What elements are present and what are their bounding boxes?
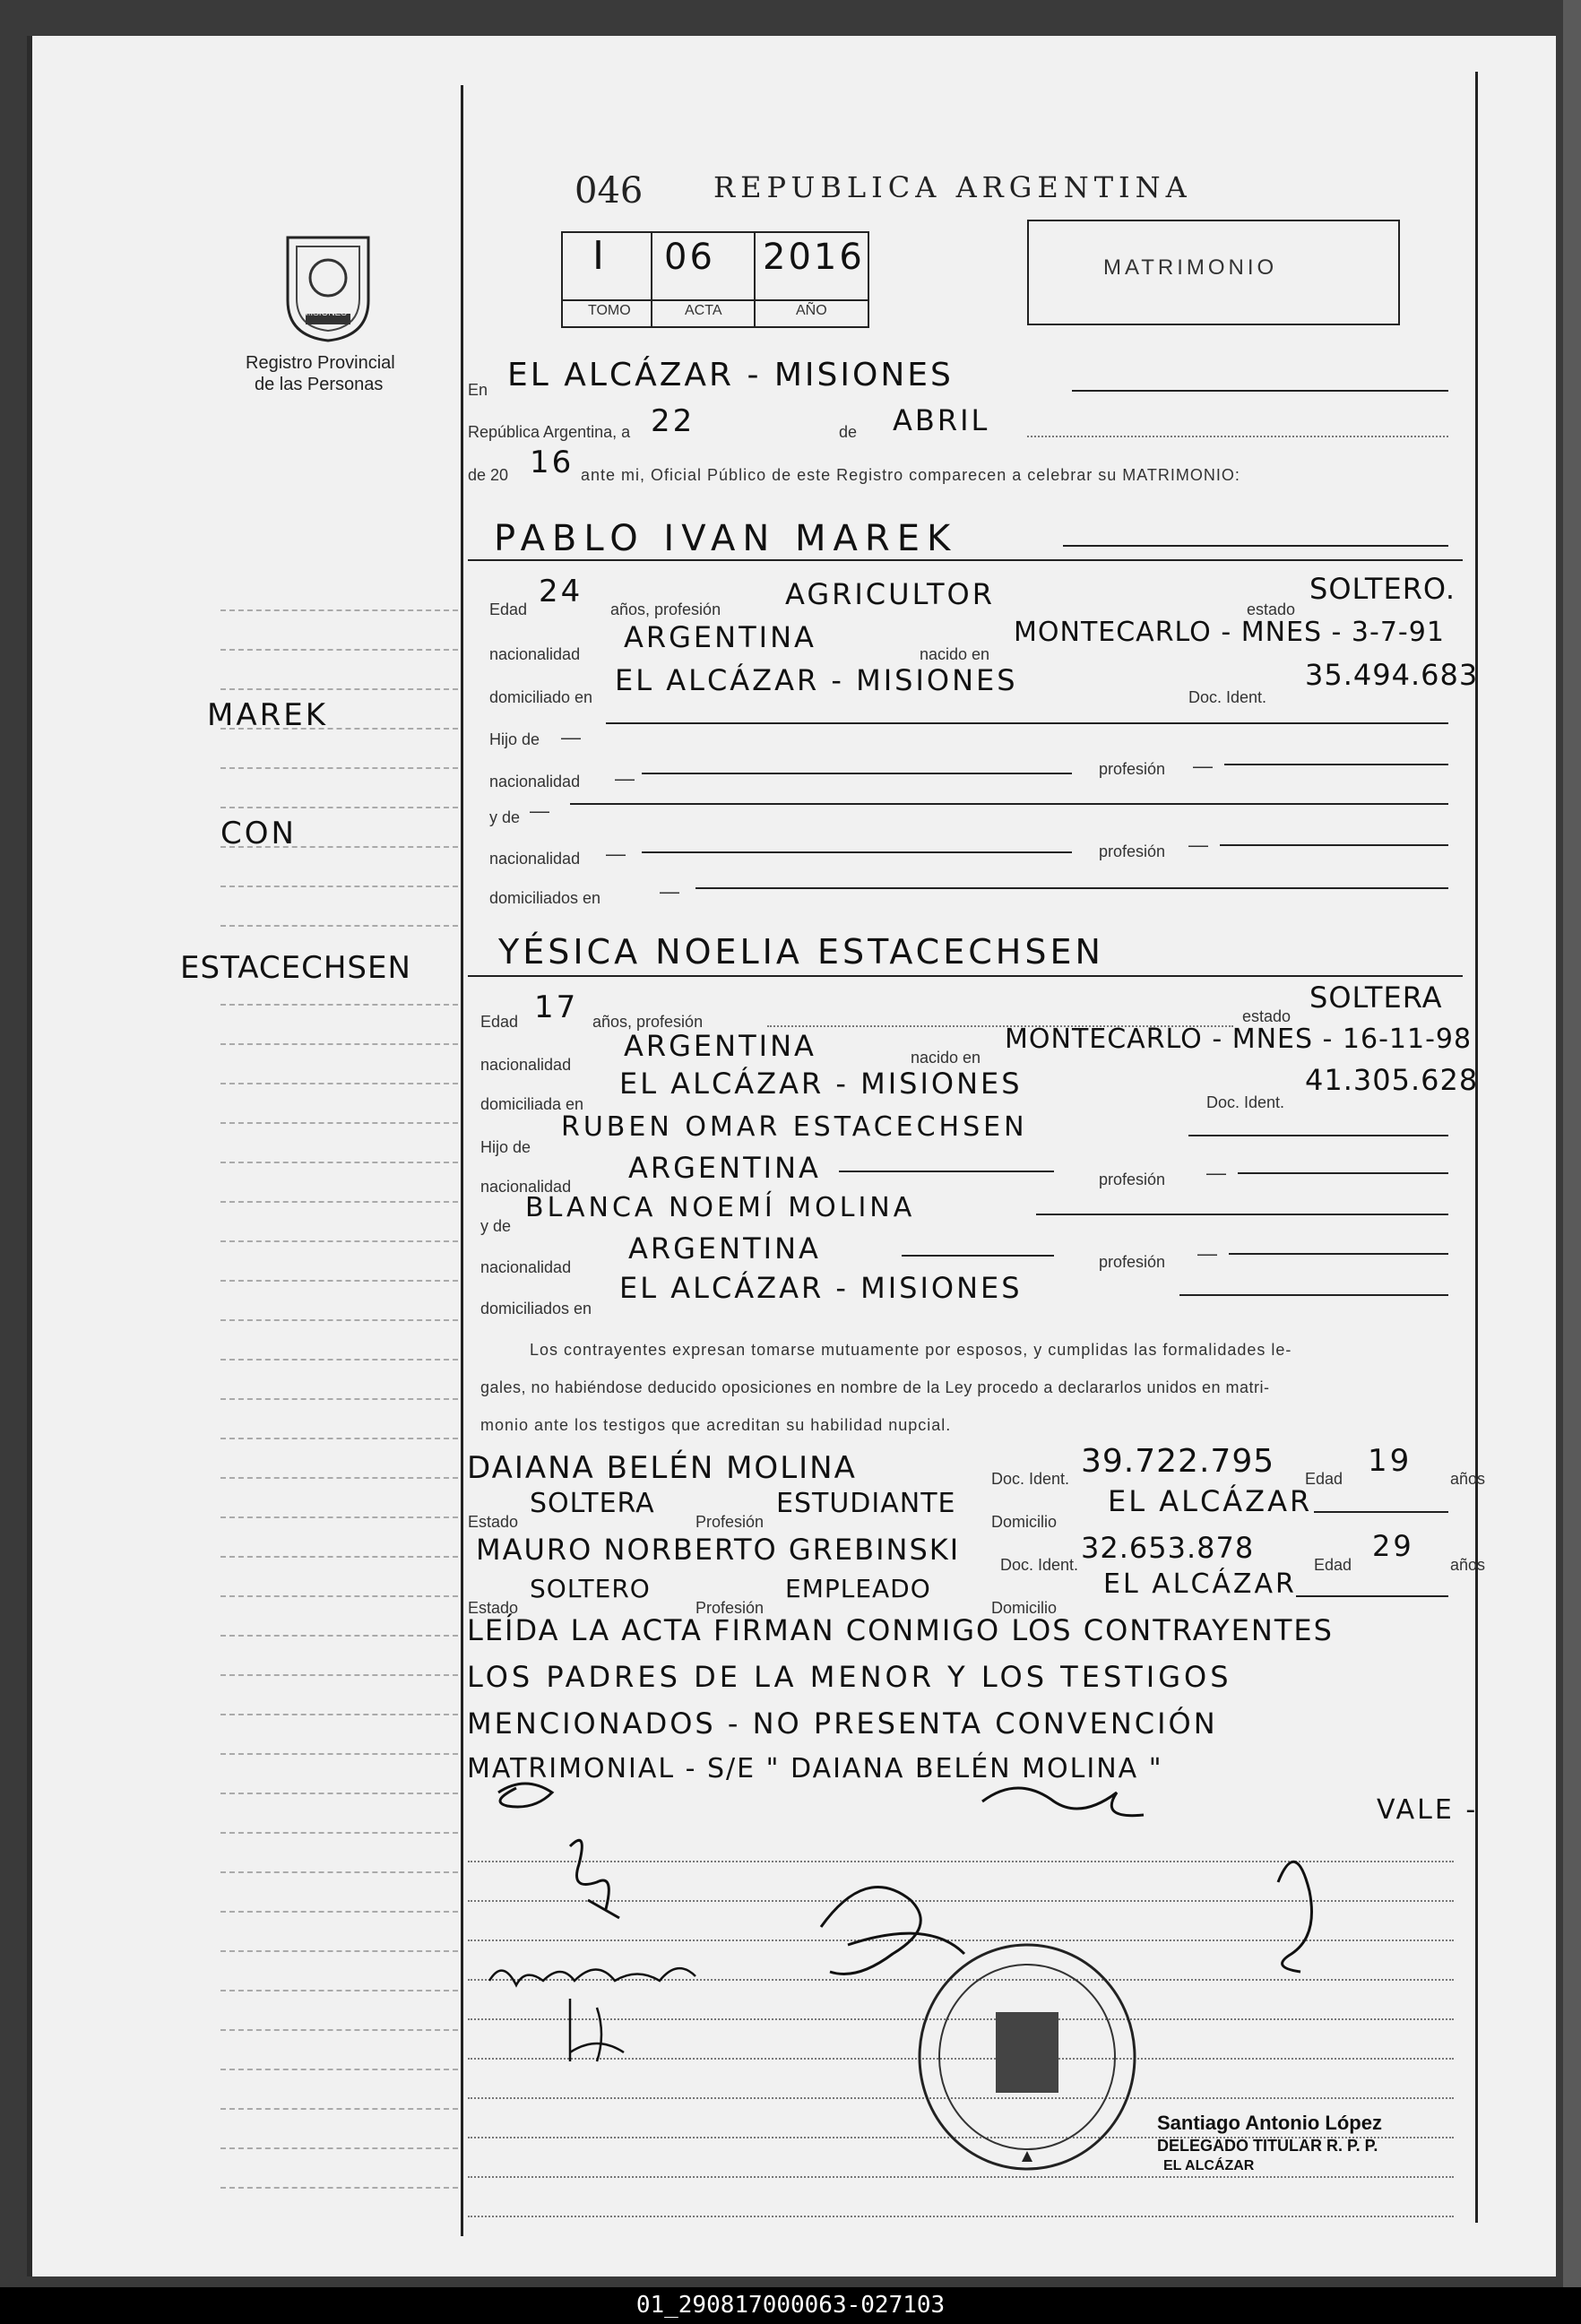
bride-hijo-label: Hijo de xyxy=(480,1138,531,1156)
official-name: Santiago Antonio López xyxy=(1157,2112,1382,2134)
bride-doms: EL ALCÁZAR - MISIONES xyxy=(619,1271,1023,1305)
witness1-doc-label: Doc. Ident. xyxy=(991,1470,1070,1488)
groom-yde-label: y de xyxy=(489,808,521,826)
scan-footer xyxy=(0,2287,1581,2324)
groom-estado: SOLTERO. xyxy=(1309,572,1456,606)
witness1-profesion: ESTUDIANTE xyxy=(776,1488,956,1519)
witness2-doc-label: Doc. Ident. xyxy=(1000,1556,1079,1574)
bride-madre-nac-label: nacionalidad xyxy=(480,1258,572,1276)
witness2-estado-label: Estado xyxy=(468,1599,519,1617)
groom-nacionalidad: ARGENTINA xyxy=(624,620,816,654)
bride-yde-label: y de xyxy=(480,1217,512,1235)
groom-doms: — xyxy=(660,880,679,903)
marriage-day: 22 xyxy=(651,403,695,439)
country-title: REPUBLICA ARGENTINA xyxy=(713,170,1192,204)
groom-padre-prof-label: profesión xyxy=(1099,760,1166,778)
page-edge xyxy=(1563,0,1581,2324)
bride-doc: 41.305.628 xyxy=(1305,1063,1479,1097)
intro-text: ante mi, Oficial Público de este Registro comparecen a celebrar su MATRIMONIO: xyxy=(581,466,1240,484)
groom-dom-label: domiciliado en xyxy=(489,688,593,706)
margin-note-bride: ESTACECHSEN xyxy=(180,950,411,986)
groom-domicilio: EL ALCÁZAR - MISIONES xyxy=(615,663,1018,697)
witness1-domicilio: EL ALCÁZAR xyxy=(1108,1484,1313,1518)
witness1-doc: 39.722.795 xyxy=(1081,1443,1275,1480)
groom-padre-nac: — xyxy=(615,767,635,790)
bride-padre-prof-label: profesión xyxy=(1099,1171,1166,1188)
bride-nacido-label: nacido en xyxy=(911,1049,981,1067)
witness2-dom-label: Domicilio xyxy=(991,1599,1058,1617)
witness2-estado: SOLTERO xyxy=(530,1574,651,1603)
groom-edad: 24 xyxy=(539,574,583,609)
registry-name-line1: Registro Provincial xyxy=(246,353,395,373)
witness1-dom-label: Domicilio xyxy=(991,1513,1058,1531)
bride-doc-label: Doc. Ident. xyxy=(1206,1093,1285,1111)
witness2-anos-label: años xyxy=(1450,1556,1486,1574)
groom-name: PABLO IVAN MAREK xyxy=(494,518,958,559)
bride-domicilio: EL ALCÁZAR - MISIONES xyxy=(619,1067,1023,1101)
groom-doms-label: domiciliados en xyxy=(489,889,601,907)
groom-madre-prof: — xyxy=(1188,834,1208,856)
groom-padre-prof: — xyxy=(1193,755,1213,777)
republica-label: República Argentina, a xyxy=(468,423,631,441)
margin-note-con: CON xyxy=(220,816,297,851)
bride-madre-prof: — xyxy=(1197,1242,1217,1265)
groom-doc: 35.494.683 xyxy=(1305,658,1479,692)
witness1-edad: 19 xyxy=(1368,1443,1413,1479)
registry-name-line2: de las Personas xyxy=(255,375,384,394)
groom-hijo-label: Hijo de xyxy=(489,730,540,748)
witness1-name: DAIANA BELÉN MOLINA xyxy=(467,1450,857,1486)
official-seal-icon xyxy=(911,1936,1144,2178)
groom-edad-label: Edad xyxy=(489,600,528,618)
declaration-line3: monio ante los testigos que acreditan su habilidad nupcial. xyxy=(480,1416,952,1434)
declaration-line2: gales, no habiéndose deducido oposiciones en nombre de la Ley procedo a declararlos unidos en matri- xyxy=(480,1378,1270,1396)
bride-padre-nac-label: nacionalidad xyxy=(480,1178,572,1196)
groom-estado-label: estado xyxy=(1247,600,1296,618)
witness2-edad: 29 xyxy=(1372,1529,1414,1563)
witness2-doc: 32.653.878 xyxy=(1081,1531,1255,1565)
en-label: En xyxy=(468,381,488,399)
document-page xyxy=(27,36,1556,2276)
witness1-estado: SOLTERA xyxy=(530,1488,655,1519)
acta-label: ACTA xyxy=(685,303,722,318)
groom-anos-label: años, profesión xyxy=(610,600,721,618)
groom-padre: — xyxy=(561,726,581,748)
witness1-prof-label: Profesión xyxy=(695,1513,765,1531)
groom-padre-nac-label: nacionalidad xyxy=(489,773,581,791)
bride-madre-prof-label: profesión xyxy=(1099,1253,1166,1271)
ano-value: 2016 xyxy=(763,237,865,278)
bride-nacionalidad: ARGENTINA xyxy=(624,1029,816,1063)
witness2-edad-label: Edad xyxy=(1314,1556,1352,1574)
witness2-domicilio: EL ALCÁZAR xyxy=(1103,1568,1297,1600)
witness1-estado-label: Estado xyxy=(468,1513,519,1531)
note-line5: VALE - xyxy=(1377,1794,1479,1826)
witness2-profesion: EMPLEADO xyxy=(785,1574,931,1603)
bride-padre: RUBEN OMAR ESTACECHSEN xyxy=(561,1111,1028,1143)
groom-madre-prof-label: profesión xyxy=(1099,842,1166,860)
note-line1: LEÍDA LA ACTA FIRMAN CONMIGO LOS CONTRAYENTES xyxy=(467,1613,1334,1647)
bride-anos-label: años, profesión xyxy=(592,1013,704,1031)
note-line2: LOS PADRES DE LA MENOR Y LOS TESTIGOS xyxy=(467,1660,1232,1694)
groom-nacido: MONTECARLO - MNES - 3-7-91 xyxy=(1014,617,1445,648)
bride-dom-label: domiciliada en xyxy=(480,1095,584,1113)
registry-seal-icon xyxy=(274,229,382,345)
witness2-prof-label: Profesión xyxy=(695,1599,765,1617)
bride-nacido: MONTECARLO - MNES - 16-11-98 xyxy=(1005,1024,1473,1055)
acta-value: 06 xyxy=(664,237,715,278)
ano-label: AÑO xyxy=(796,303,827,318)
scan-code: 01_290817000063-027103 xyxy=(635,2292,946,2319)
bride-name: YÉSICA NOELIA ESTACECHSEN xyxy=(498,932,1104,972)
witness1-anos-label: años xyxy=(1450,1470,1486,1488)
groom-doc-label: Doc. Ident. xyxy=(1188,688,1267,706)
bride-nac-label: nacionalidad xyxy=(480,1056,572,1074)
registry-logo-text: MISIONES xyxy=(303,308,347,318)
marriage-place: EL ALCÁZAR - MISIONES xyxy=(507,357,954,393)
act-type: MATRIMONIO xyxy=(1103,255,1278,280)
bride-madre: BLANCA NOEMÍ MOLINA xyxy=(525,1192,916,1223)
bride-estado-label: estado xyxy=(1242,1007,1292,1025)
groom-nacido-label: nacido en xyxy=(920,645,990,663)
official-title: DELEGADO TITULAR R. P. P. xyxy=(1157,2137,1378,2155)
de-label: de xyxy=(839,423,858,441)
official-place: EL ALCÁZAR xyxy=(1163,2158,1255,2173)
note-line3: MENCIONADOS - NO PRESENTA CONVENCIÓN xyxy=(467,1706,1218,1741)
marriage-year: 16 xyxy=(530,445,575,480)
tomo-label: TOMO xyxy=(588,303,631,318)
groom-madre: — xyxy=(530,799,549,822)
tomo-value: I xyxy=(592,233,607,279)
bride-edad-label: Edad xyxy=(480,1013,519,1031)
witness2-name: MAURO NORBERTO GREBINSKI xyxy=(476,1533,961,1567)
bride-padre-prof: — xyxy=(1206,1162,1226,1184)
witness1-edad-label: Edad xyxy=(1305,1470,1343,1488)
note-line4: MATRIMONIAL - S/E " DAIANA BELÉN MOLINA " xyxy=(467,1753,1163,1784)
de20-label: de 20 xyxy=(468,466,509,484)
groom-madre-nac: — xyxy=(606,842,626,865)
bride-estado: SOLTERA xyxy=(1309,981,1443,1015)
groom-profesion: AGRICULTOR xyxy=(785,577,995,611)
bride-madre-nac: ARGENTINA xyxy=(628,1231,821,1266)
marriage-month: ABRIL xyxy=(893,403,990,437)
bride-doms-label: domiciliados en xyxy=(480,1300,592,1318)
groom-madre-nac-label: nacionalidad xyxy=(489,850,581,868)
margin-note-groom: MAREK xyxy=(207,697,328,733)
bride-padre-nac: ARGENTINA xyxy=(628,1151,821,1185)
margin-line-right xyxy=(1475,72,1478,2223)
act-number: 046 xyxy=(575,170,644,212)
bride-edad: 17 xyxy=(534,989,579,1025)
groom-nac-label: nacionalidad xyxy=(489,645,581,663)
declaration-line1: Los contrayentes expresan tomarse mutuamente por esposos, y cumplidas las formalidades le- xyxy=(530,1341,1292,1359)
